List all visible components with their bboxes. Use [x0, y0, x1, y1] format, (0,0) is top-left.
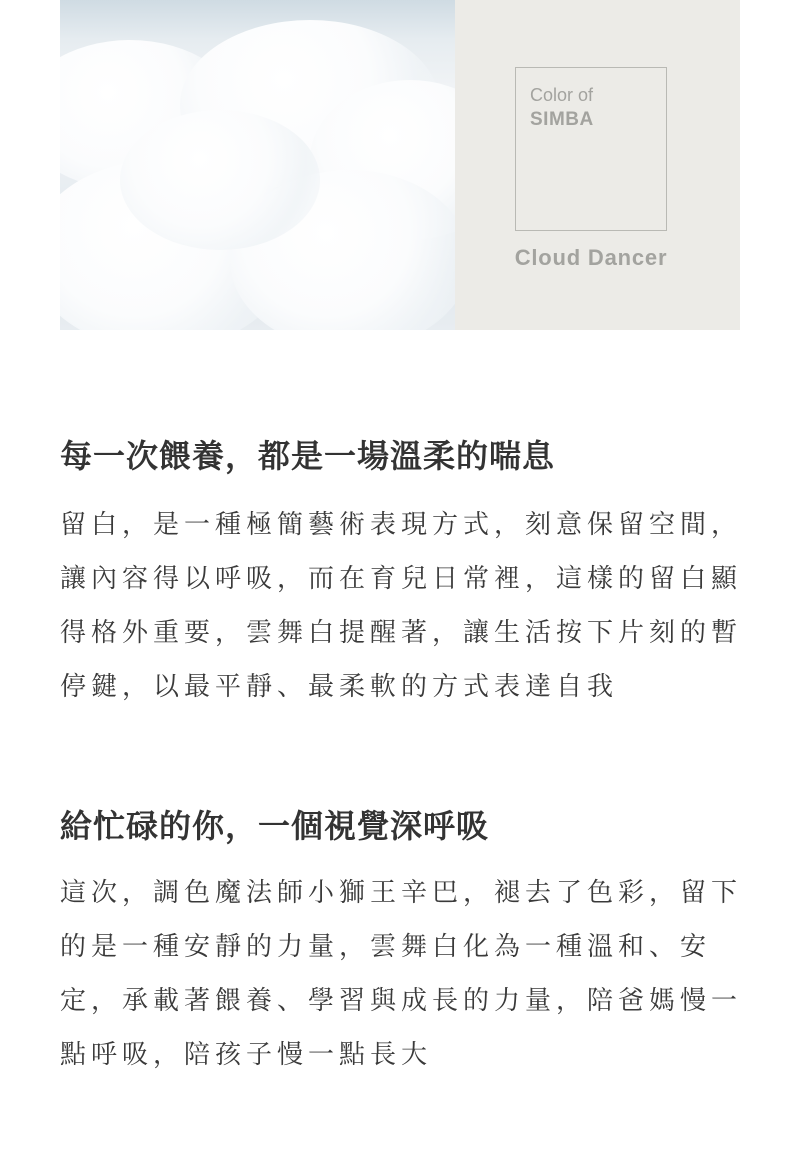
swatch-color-name: Cloud Dancer — [514, 245, 668, 270]
cloud-photo — [60, 0, 455, 330]
section-heading: 給忙碌的你，一個視覺深呼吸 — [60, 807, 490, 845]
swatch-color-of-label: Color of — [530, 85, 594, 105]
section-heading: 每一次餵養，都是一場溫柔的喘息 — [60, 437, 556, 475]
swatch-frame — [515, 67, 667, 231]
hero-banner — [60, 0, 740, 330]
color-swatch-panel — [455, 0, 740, 330]
article-section-2 — [60, 806, 750, 1082]
article-section-1 — [60, 436, 750, 714]
swatch-brand-label: SIMBA — [530, 109, 594, 130]
section-body: 留白，是一種極簡藝術表現方式，刻意保留空間，讓內容得以呼吸，而在育兒日常裡，這樣的留白顯得格外重要，雲舞白提醒著，讓生活按下片刻的暫停鍵，以最平靜、最柔軟的方式表達自我 — [60, 510, 743, 702]
section-body: 這次，調色魔法師小獅王辛巴，褪去了色彩，留下的是一種安靜的力量，雲舞白化為一種溫和、安定，承載著餵養、學習與成長的力量，陪爸媽慢一點呼吸，陪孩子慢一點長大 — [60, 878, 743, 1070]
